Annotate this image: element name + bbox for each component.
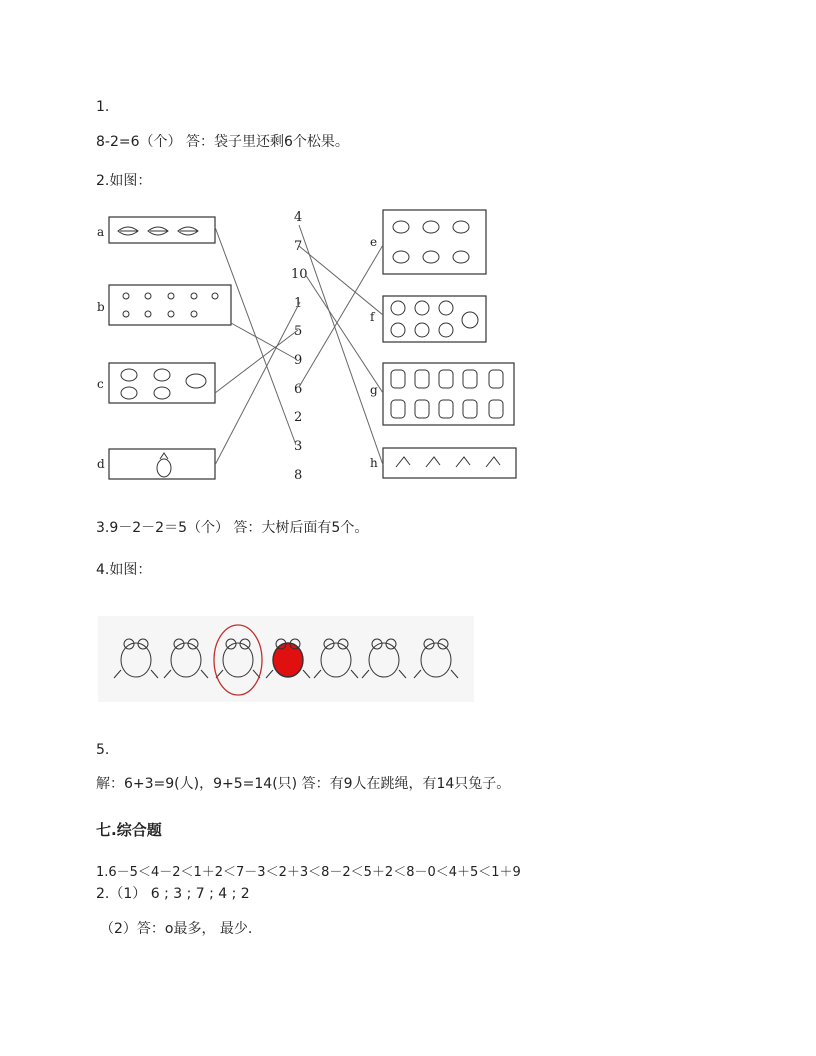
number-4: 4 xyxy=(294,210,303,225)
q3-answer: 3.9－2－2＝5（个） 答：大树后面有5个。 xyxy=(96,520,369,536)
box-g-vegetables xyxy=(383,363,514,425)
number-1: 1 xyxy=(294,296,303,311)
label-g: g xyxy=(370,383,378,397)
section-7-title: 七.综合题 xyxy=(96,821,162,839)
label-c: c xyxy=(97,377,104,391)
q5-answer: 解：6+3=9(人)，9+5=14(只) 答：有9人在跳绳，有14只兔子。 xyxy=(96,776,511,792)
frog-row xyxy=(98,616,474,702)
q1-answer: 8-2=6（个） 答：袋子里还剩6个松果。 xyxy=(96,134,349,150)
section-7-item-1: 1.6－5＜4－2＜1＋2＜7－3＜2＋3＜8－2＜5＋2＜8－0＜4＋5＜1＋9 xyxy=(96,865,521,880)
number-8: 8 xyxy=(294,468,303,483)
label-a: a xyxy=(97,225,105,239)
box-e-birds xyxy=(383,210,486,274)
number-5: 5 xyxy=(294,324,303,339)
number-7: 7 xyxy=(294,239,303,254)
label-d: d xyxy=(97,457,105,471)
number-10: 10 xyxy=(291,267,308,282)
number-9: 9 xyxy=(294,353,303,368)
matching-lines xyxy=(215,225,383,465)
box-d-pineapple xyxy=(109,449,215,479)
number-6: 6 xyxy=(294,382,303,397)
section-7-item-3: （2）答：o最多， 最少. xyxy=(100,921,253,937)
q4-label: 4.如图： xyxy=(96,562,152,578)
box-a-leaves xyxy=(109,217,215,243)
label-e: e xyxy=(370,235,378,249)
matching-diagram xyxy=(96,205,526,487)
box-h-flowers xyxy=(383,448,516,478)
box-b-insects xyxy=(109,285,231,325)
number-2: 2 xyxy=(294,410,303,425)
number-3: 3 xyxy=(294,439,303,454)
label-h: h xyxy=(370,456,378,470)
section-7-item-2: 2.（1） 6 ; 3 ; 7 ; 4 ; 2 xyxy=(96,886,250,902)
label-f: f xyxy=(370,310,375,324)
q2-label: 2.如图： xyxy=(96,173,152,189)
q1-label: 1. xyxy=(96,99,110,115)
label-b: b xyxy=(97,300,105,314)
q5-label: 5. xyxy=(96,742,110,758)
box-f-apples xyxy=(383,296,486,342)
